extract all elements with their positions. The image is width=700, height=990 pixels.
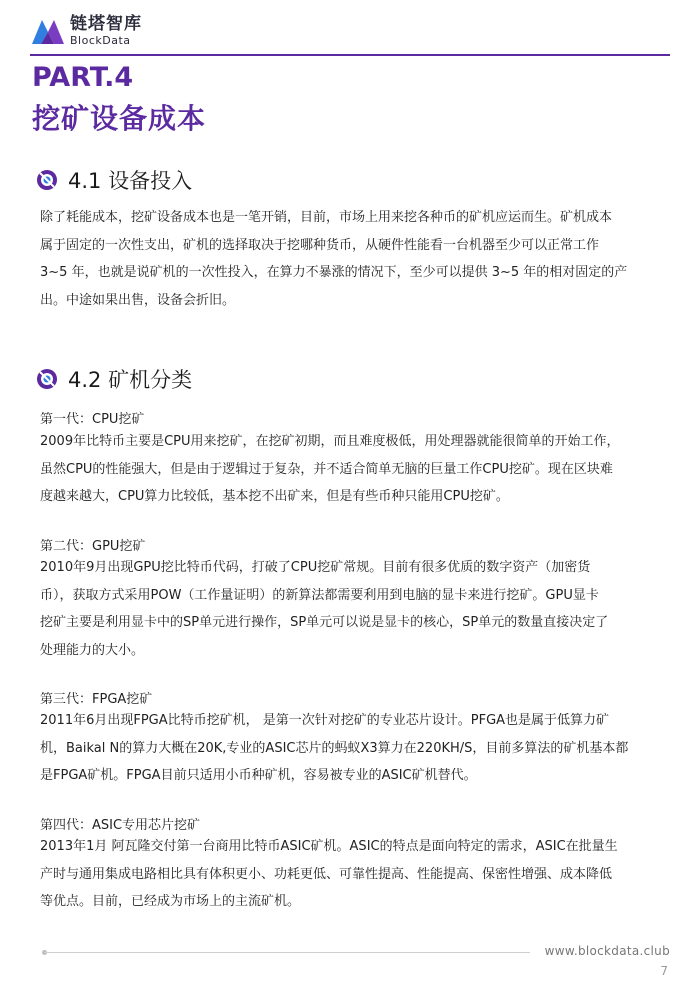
logo-chinese-name: 链塔智库 [70, 14, 142, 34]
section-title: 4.1 设备投入 [68, 169, 193, 193]
footer-website-link[interactable]: www.blockdata.club [544, 944, 670, 958]
gen3-heading: 第三代：FPGA挖矿 [40, 692, 153, 707]
text-line: 虽然CPU的性能强大，但是由于逻辑过于复杂，并不适合简单无脑的巨量工作CPU挖矿。现在区块难 [40, 461, 613, 477]
gen2-paragraph [40, 554, 664, 664]
section-bullet-icon [36, 169, 58, 191]
header-divider [30, 54, 670, 56]
gen3-paragraph [40, 707, 664, 790]
text-line: 是FPGA矿机。FPGA目前只适用小币种矿机，容易被专业的ASIC矿机替代。 [40, 768, 477, 783]
text-line: 2011年6月出现FPGA比特币挖矿机， 是第一次针对挖矿的专业芯片设计。PFGA也是属于低算力矿 [40, 713, 610, 728]
text-line: 等优点。目前，已经成为市场上的主流矿机。 [40, 894, 301, 909]
gen4-heading: 第四代：ASIC专用芯片挖矿 [40, 818, 201, 833]
gen1-heading: 第一代：CPU挖矿 [40, 412, 145, 427]
text-line: 出。中途如果出售，设备会折旧。 [40, 292, 236, 308]
section-4-2-heading [36, 364, 192, 394]
section-4-1-paragraph [40, 204, 664, 314]
text-line: 产时与通用集成电路相比具有体积更小、功耗更低、可靠性提高、性能提高、保密性增强、成本降低 [40, 866, 613, 882]
text-line: 2013年1月 阿瓦隆交付第一台商用比特币ASIC矿机。ASIC的特点是面向特定的需求，ASIC在批量生 [40, 839, 618, 854]
text-line: 2009年比特币主要是CPU用来挖矿，在挖矿初期，而且难度极低，用处理器就能很简单的开始工作， [40, 434, 620, 449]
text-line: 度越来越大，CPU算力比较低，基本挖不出矿来，但是有些币种只能用CPU挖矿。 [40, 489, 509, 504]
footer-divider [44, 952, 530, 953]
text-line: 3~5 年，也就是说矿机的一次性投入，在算力不暴涨的情况下，至少可以提供 3~5 年的相对固定的产 [40, 265, 628, 280]
logo-english-name: BlockData [70, 34, 131, 47]
text-line: 2010年9月出现GPU挖比特币代码，打破了CPU挖矿常规。目前有很多优质的数字资产（加密货 [40, 560, 591, 575]
text-line: 挖矿主要是利用显卡中的SP单元进行操作，SP单元可以说是显卡的核心，SP单元的数量直接决定了 [40, 615, 609, 630]
brand-logo [30, 16, 142, 46]
text-line: 属于固定的一次性支出，矿机的选择取决于挖哪种货币，从硬件性能看一台机器至少可以正常工作 [40, 237, 600, 253]
text-line: 处理能力的大小。 [40, 642, 145, 658]
part-label: PART.4 [32, 62, 134, 93]
section-title: 4.2 矿机分类 [68, 368, 193, 392]
section-4-1-heading [36, 165, 192, 195]
section-bullet-icon [36, 368, 58, 390]
part-title: 挖矿设备成本 [32, 102, 207, 135]
page-number: 7 [660, 964, 668, 978]
gen2-heading: 第二代：GPU挖矿 [40, 539, 146, 554]
gen4-paragraph [40, 833, 664, 916]
text-line: 除了耗能成本，挖矿设备成本也是一笔开销，目前，市场上用来挖各种币的矿机应运而生。矿机成本 [40, 210, 613, 225]
blockdata-logo-icon [30, 16, 66, 46]
gen1-paragraph [40, 428, 664, 511]
text-line: 币），获取方式采用POW（工作量证明）的新算法都需要利用到电脑的显卡来进行挖矿。GPU显卡 [40, 587, 599, 603]
text-line: 机，Baikal N的算力大概在20K,专业的ASIC芯片的蚂蚁X3算力在220KH/S，目前多算法的矿机基本都 [40, 740, 629, 756]
